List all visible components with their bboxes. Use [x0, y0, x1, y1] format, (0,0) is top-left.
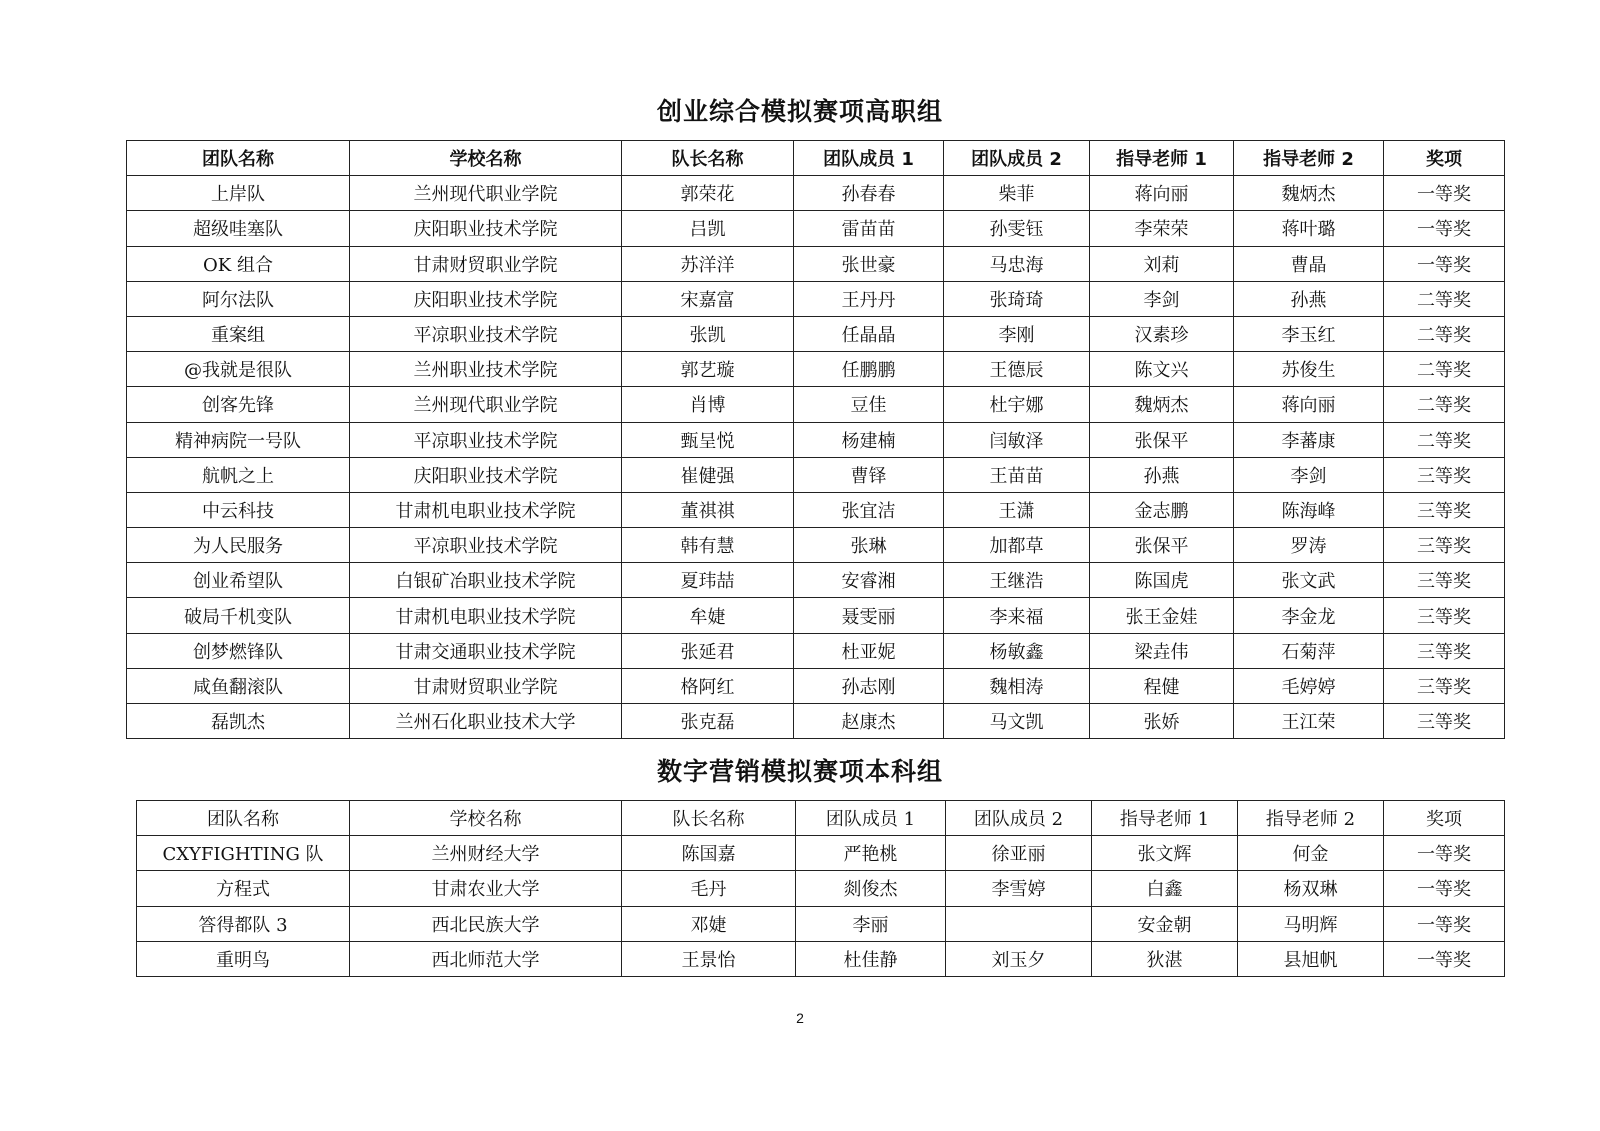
table-cell: 创梦燃锋队 — [127, 633, 350, 668]
table-cell: 杜亚妮 — [794, 633, 944, 668]
table-cell: 柴菲 — [944, 176, 1090, 211]
table-cell: 一等奖 — [1384, 836, 1505, 871]
results-table-undergraduate — [136, 800, 1505, 977]
table-row — [127, 211, 1505, 246]
table-row — [127, 176, 1505, 211]
table-cell: 杜佳静 — [796, 941, 946, 976]
table-cell: 邓婕 — [622, 906, 796, 941]
table-cell: 二等奖 — [1384, 422, 1505, 457]
table-cell: 一等奖 — [1384, 246, 1505, 281]
table-row — [127, 246, 1505, 281]
table-cell: 兰州财经大学 — [350, 836, 622, 871]
table-cell: 蒋向丽 — [1234, 387, 1384, 422]
table-cell: 孙志刚 — [794, 668, 944, 703]
table-cell: 平凉职业技术学院 — [350, 528, 622, 563]
table-cell: 魏炳杰 — [1234, 176, 1384, 211]
table-cell: 吕凯 — [622, 211, 794, 246]
table-cell: 刘莉 — [1090, 246, 1234, 281]
table-cell: 航帆之上 — [127, 457, 350, 492]
table-cell: 罗涛 — [1234, 528, 1384, 563]
table-cell: 孙燕 — [1234, 281, 1384, 316]
table-cell: 董祺祺 — [622, 492, 794, 527]
column-header: 指导老师 2 — [1234, 141, 1384, 176]
table-row — [127, 563, 1505, 598]
table-cell: 曹铎 — [794, 457, 944, 492]
table-cell: 王德辰 — [944, 352, 1090, 387]
table-cell: 庆阳职业技术学院 — [350, 281, 622, 316]
section2-title: 数字营销模拟赛项本科组 — [656, 757, 943, 786]
table-cell: 陈海峰 — [1234, 492, 1384, 527]
table-cell: 赵康杰 — [794, 704, 944, 739]
table-cell: @我就是很队 — [127, 352, 350, 387]
table-cell: 任晶晶 — [794, 316, 944, 351]
table-cell: 二等奖 — [1384, 281, 1505, 316]
table-cell: 三等奖 — [1384, 492, 1505, 527]
table-cell: 磊凯杰 — [127, 704, 350, 739]
column-header: 团队名称 — [137, 801, 350, 836]
table-cell: 上岸队 — [127, 176, 350, 211]
table-cell: 王潇 — [944, 492, 1090, 527]
table-cell: 聂雯丽 — [794, 598, 944, 633]
table-cell: 王丹丹 — [794, 281, 944, 316]
column-header: 指导老师 1 — [1090, 141, 1234, 176]
table-cell: 王景怡 — [622, 941, 796, 976]
table-cell: 蒋向丽 — [1090, 176, 1234, 211]
table-cell: 张琳 — [794, 528, 944, 563]
table-cell: 二等奖 — [1384, 316, 1505, 351]
table-cell: 甘肃农业大学 — [350, 871, 622, 906]
table-cell: 西北师范大学 — [350, 941, 622, 976]
table-cell: 破局千机变队 — [127, 598, 350, 633]
table-cell: 李雪婷 — [946, 871, 1092, 906]
column-header: 团队成员 2 — [946, 801, 1092, 836]
table-cell: 徐亚丽 — [946, 836, 1092, 871]
table-cell: 答得都队 3 — [137, 906, 350, 941]
table-cell: 县旭帆 — [1238, 941, 1384, 976]
table-cell: 郭艺璇 — [622, 352, 794, 387]
table-cell: 马明辉 — [1238, 906, 1384, 941]
table-cell: 李玉红 — [1234, 316, 1384, 351]
table-cell: 张世豪 — [794, 246, 944, 281]
table-cell: 白银矿冶职业技术学院 — [350, 563, 622, 598]
table-cell: 甘肃机电职业技术学院 — [350, 598, 622, 633]
column-header: 奖项 — [1384, 801, 1505, 836]
table-cell: 毛丹 — [622, 871, 796, 906]
table-cell: 庆阳职业技术学院 — [350, 457, 622, 492]
table-cell: 庆阳职业技术学院 — [350, 211, 622, 246]
table-row — [127, 528, 1505, 563]
table-cell: 苏俊生 — [1234, 352, 1384, 387]
table-cell: 为人民服务 — [127, 528, 350, 563]
table-cell: 甘肃财贸职业学院 — [350, 246, 622, 281]
table-cell: 李丽 — [796, 906, 946, 941]
table-cell: 梁垚伟 — [1090, 633, 1234, 668]
table-cell: 一等奖 — [1384, 211, 1505, 246]
table-cell: 安金朝 — [1092, 906, 1238, 941]
table-row — [127, 492, 1505, 527]
table-cell: 张琦琦 — [944, 281, 1090, 316]
table-cell: 陈国嘉 — [622, 836, 796, 871]
table-cell: 马文凯 — [944, 704, 1090, 739]
column-header: 队长名称 — [622, 141, 794, 176]
table-cell: 马忠海 — [944, 246, 1090, 281]
section1-title: 创业综合模拟赛项高职组 — [656, 97, 943, 126]
table-row — [127, 387, 1505, 422]
table-cell: 重明鸟 — [137, 941, 350, 976]
table-header-row — [127, 141, 1505, 176]
column-header: 奖项 — [1384, 141, 1505, 176]
table-cell: 三等奖 — [1384, 704, 1505, 739]
table-cell: 狄湛 — [1092, 941, 1238, 976]
table-cell: 严艳桃 — [796, 836, 946, 871]
table-row — [127, 316, 1505, 351]
table-cell: 李荣荣 — [1090, 211, 1234, 246]
table-header-row — [137, 801, 1505, 836]
table-cell: 西北民族大学 — [350, 906, 622, 941]
table-cell: 孙燕 — [1090, 457, 1234, 492]
table-cell: 甄呈悦 — [622, 422, 794, 457]
table-cell: 兰州石化职业技术大学 — [350, 704, 622, 739]
table-cell: 宋嘉富 — [622, 281, 794, 316]
table-cell: 阿尔法队 — [127, 281, 350, 316]
table-cell: 张王金娃 — [1090, 598, 1234, 633]
table-cell: 一等奖 — [1384, 176, 1505, 211]
table-cell: 三等奖 — [1384, 598, 1505, 633]
table-cell: 李剑 — [1090, 281, 1234, 316]
table-cell: 魏相涛 — [944, 668, 1090, 703]
table-cell: 曹晶 — [1234, 246, 1384, 281]
table-cell: 一等奖 — [1384, 941, 1505, 976]
table-cell: 闫敏泽 — [944, 422, 1090, 457]
table-cell: 加都草 — [944, 528, 1090, 563]
table-cell: 兰州现代职业学院 — [350, 387, 622, 422]
table-cell: 平凉职业技术学院 — [350, 316, 622, 351]
table-cell: 豆佳 — [794, 387, 944, 422]
table-cell: 张娇 — [1090, 704, 1234, 739]
table-cell: 二等奖 — [1384, 352, 1505, 387]
column-header: 团队成员 1 — [794, 141, 944, 176]
table-row — [127, 457, 1505, 492]
table-cell: 三等奖 — [1384, 457, 1505, 492]
table-cell: 杨建楠 — [794, 422, 944, 457]
table-cell: 剡俊杰 — [796, 871, 946, 906]
table-cell: OK 组合 — [127, 246, 350, 281]
table-cell: 三等奖 — [1384, 528, 1505, 563]
table-cell: 甘肃财贸职业学院 — [350, 668, 622, 703]
results-table-vocational — [126, 140, 1505, 739]
table-cell: 王苗苗 — [944, 457, 1090, 492]
table-cell: 张保平 — [1090, 528, 1234, 563]
table-cell: 刘玉夕 — [946, 941, 1092, 976]
table-cell: 王江荣 — [1234, 704, 1384, 739]
table-row — [127, 281, 1505, 316]
table-row — [127, 352, 1505, 387]
page-number: 2 — [796, 1010, 804, 1026]
table-cell: 牟婕 — [622, 598, 794, 633]
table-cell: 蒋叶璐 — [1234, 211, 1384, 246]
table-cell: 重案组 — [127, 316, 350, 351]
table-cell: 甘肃交通职业技术学院 — [350, 633, 622, 668]
column-header: 学校名称 — [350, 141, 622, 176]
table-cell: 李金龙 — [1234, 598, 1384, 633]
column-header: 学校名称 — [350, 801, 622, 836]
table-row — [137, 906, 1505, 941]
table-cell: 兰州现代职业学院 — [350, 176, 622, 211]
table-cell: 张凯 — [622, 316, 794, 351]
table-cell: 孙春春 — [794, 176, 944, 211]
table-cell: 韩有慧 — [622, 528, 794, 563]
table-cell: 杨双琳 — [1238, 871, 1384, 906]
table-cell: 王继浩 — [944, 563, 1090, 598]
table-cell: 方程式 — [137, 871, 350, 906]
table-cell: 程健 — [1090, 668, 1234, 703]
table-cell: 超级哇塞队 — [127, 211, 350, 246]
table-cell: 一等奖 — [1384, 906, 1505, 941]
table-cell: 陈国虎 — [1090, 563, 1234, 598]
table-cell: 苏洋洋 — [622, 246, 794, 281]
table-cell: 魏炳杰 — [1090, 387, 1234, 422]
table-cell: 安睿湘 — [794, 563, 944, 598]
table-cell: 汉素珍 — [1090, 316, 1234, 351]
table-cell: 创客先锋 — [127, 387, 350, 422]
column-header: 指导老师 1 — [1092, 801, 1238, 836]
table-cell: 李来福 — [944, 598, 1090, 633]
column-header: 团队名称 — [127, 141, 350, 176]
table-row — [127, 422, 1505, 457]
table-row — [127, 668, 1505, 703]
table-cell: 毛婷婷 — [1234, 668, 1384, 703]
table-cell: 崔健强 — [622, 457, 794, 492]
column-header: 队长名称 — [622, 801, 796, 836]
table-row — [137, 871, 1505, 906]
column-header: 团队成员 2 — [944, 141, 1090, 176]
table-cell: 咸鱼翻滚队 — [127, 668, 350, 703]
table-cell: 张文辉 — [1092, 836, 1238, 871]
table-cell: CXYFIGHTING 队 — [137, 836, 350, 871]
table-cell: 杨敏鑫 — [944, 633, 1090, 668]
table-cell: 甘肃机电职业技术学院 — [350, 492, 622, 527]
table-cell: 兰州职业技术学院 — [350, 352, 622, 387]
table-row — [127, 633, 1505, 668]
table-row — [127, 598, 1505, 633]
table-cell: 格阿红 — [622, 668, 794, 703]
table-cell: 张宜洁 — [794, 492, 944, 527]
table-cell: 中云科技 — [127, 492, 350, 527]
table-cell: 何金 — [1238, 836, 1384, 871]
table-cell: 张延君 — [622, 633, 794, 668]
table-cell: 任鹏鹏 — [794, 352, 944, 387]
table-cell: 雷苗苗 — [794, 211, 944, 246]
table-cell: 三等奖 — [1384, 633, 1505, 668]
table-cell: 李蕃康 — [1234, 422, 1384, 457]
table-cell: 陈文兴 — [1090, 352, 1234, 387]
table-cell: 郭荣花 — [622, 176, 794, 211]
column-header: 团队成员 1 — [796, 801, 946, 836]
table-cell: 夏玮喆 — [622, 563, 794, 598]
table-cell: 精神病院一号队 — [127, 422, 350, 457]
table-cell: 李剑 — [1234, 457, 1384, 492]
table-cell: 白鑫 — [1092, 871, 1238, 906]
table-cell: 杜宇娜 — [944, 387, 1090, 422]
table-cell: 张克磊 — [622, 704, 794, 739]
table-cell: 肖博 — [622, 387, 794, 422]
table-row — [137, 941, 1505, 976]
table-cell: 二等奖 — [1384, 387, 1505, 422]
table-row — [127, 704, 1505, 739]
table-cell: 张保平 — [1090, 422, 1234, 457]
table-cell: 平凉职业技术学院 — [350, 422, 622, 457]
table-cell: 创业希望队 — [127, 563, 350, 598]
table-cell: 一等奖 — [1384, 871, 1505, 906]
table-cell: 三等奖 — [1384, 668, 1505, 703]
table-cell: 孙雯钰 — [944, 211, 1090, 246]
table-cell: 李刚 — [944, 316, 1090, 351]
table-cell: 张文武 — [1234, 563, 1384, 598]
table-row — [137, 836, 1505, 871]
table-cell: 石菊萍 — [1234, 633, 1384, 668]
column-header: 指导老师 2 — [1238, 801, 1384, 836]
table-cell — [946, 906, 1092, 941]
table-cell: 三等奖 — [1384, 563, 1505, 598]
table-cell: 金志鹏 — [1090, 492, 1234, 527]
